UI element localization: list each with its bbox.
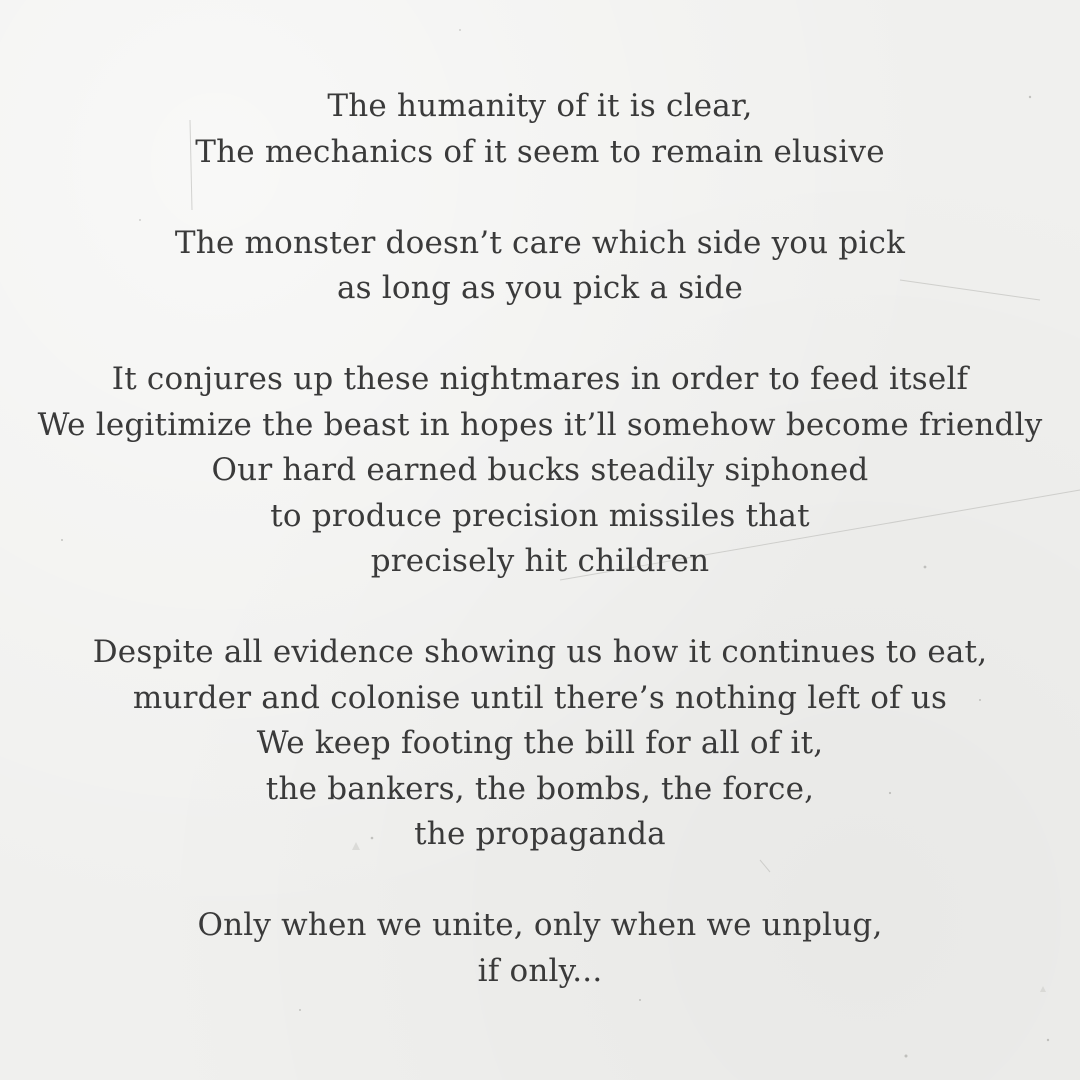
poem-line: Only when we unite, only when we unplug, [197,907,883,943]
poem-line: the propaganda [414,816,666,852]
poem-stanza [0,903,1080,994]
poem-line: as long as you pick a side [336,270,744,306]
poem-stanza [0,84,1080,175]
poem-line: murder and colonise until there’s nothing left of us [132,679,948,716]
poem-text [0,84,1080,1040]
poem-line: We keep footing the bill for all of it, [256,725,824,761]
poem-line: precisely hit children [370,543,710,579]
poem-line: the bankers, the bombs, the force, [265,770,815,807]
poem-line: to produce precision missiles that [270,497,810,534]
poem-line: The humanity of it is clear, [327,88,753,124]
poem-line: The mechanics of it seem to remain elusive [195,133,885,170]
poem-line: We legitimize the beast in hopes it’ll somehow become friendly [37,406,1043,443]
poem-stanza [0,221,1080,312]
poem-line: It conjures up these nightmares in order to feed itself [111,361,969,397]
poem-line: The monster doesn’t care which side you pick [174,224,906,261]
poem-line: Despite all evidence showing us how it continues to eat, [92,634,988,670]
poem-stanza [0,357,1080,585]
poem-stanza [0,630,1080,858]
poem-line: Our hard earned bucks steadily siphoned [211,452,869,488]
poem-line: if only... [477,952,603,989]
